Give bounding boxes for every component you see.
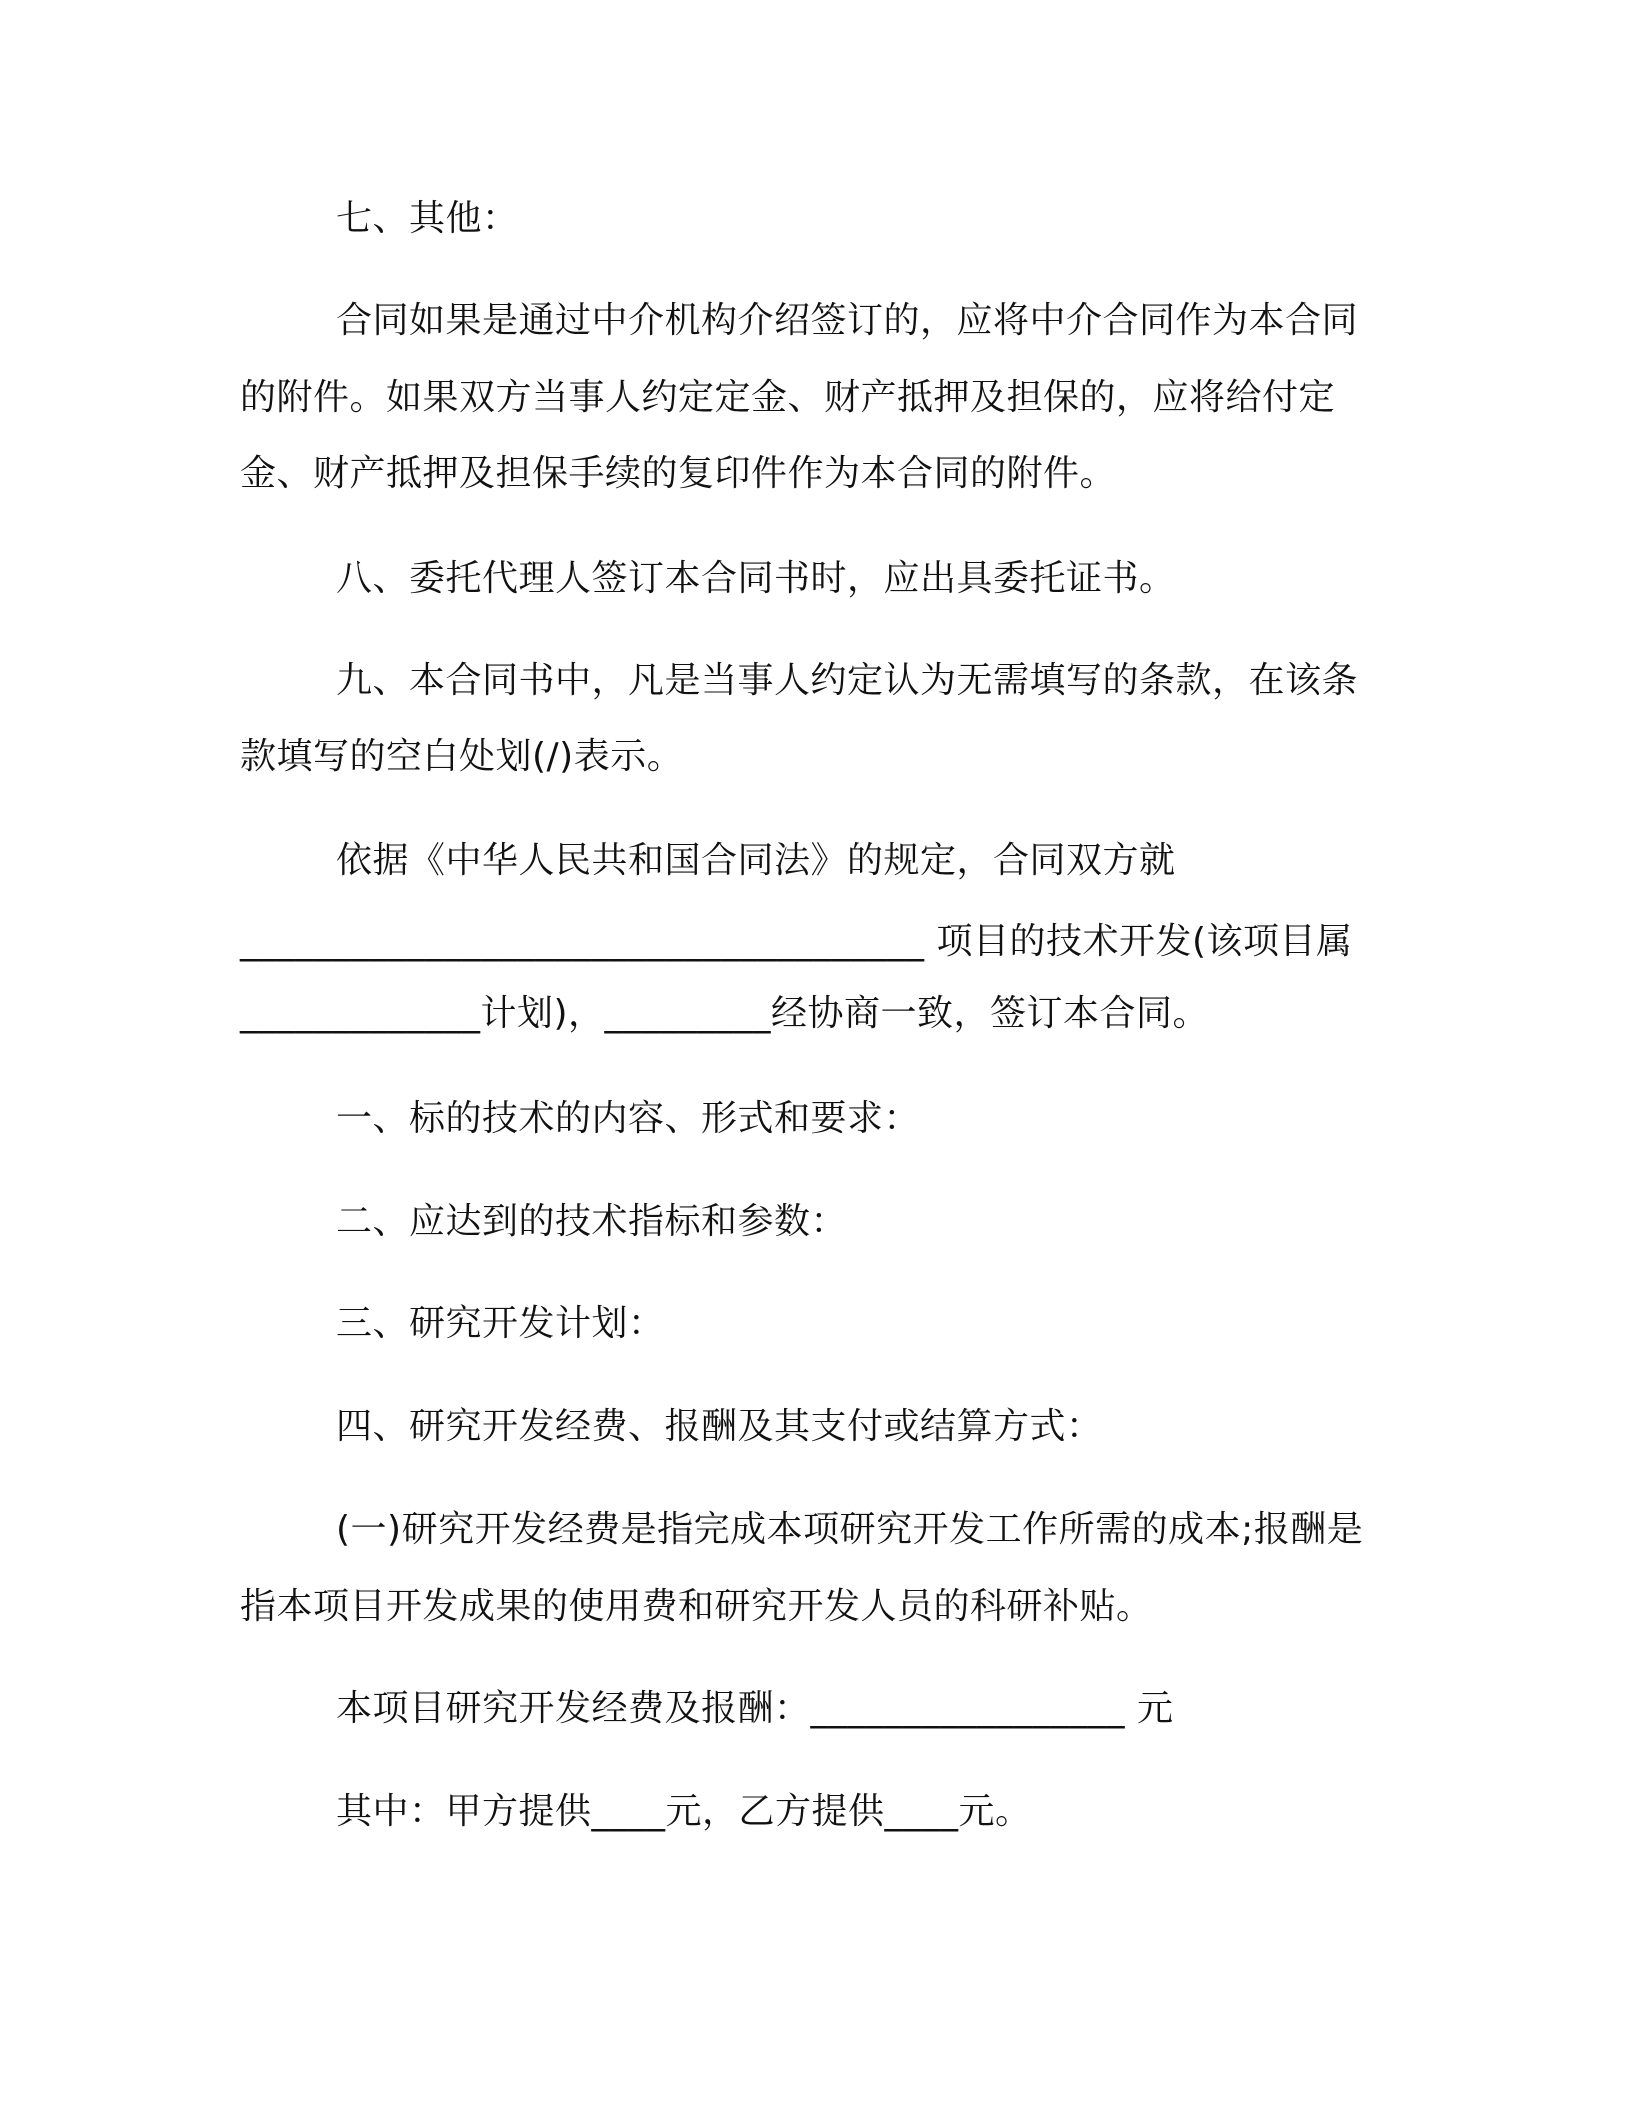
- contract-basis-line-3: _____________计划)，_________经协商一致，签订本合同。: [240, 993, 1210, 1034]
- section-9-text-line-1: 九、本合同书中，凡是当事人约定认为无需填写的条款，在该条: [336, 660, 1359, 701]
- section-7-text-line-3: 金、财产抵押及担保手续的复印件作为本合同的附件。: [240, 453, 1117, 494]
- section-9-text-line-2: 款填写的空白处划(/)表示。: [240, 736, 684, 777]
- section-7-text-line-2: 的附件。如果双方当事人约定定金、财产抵押及担保的，应将给付定: [240, 377, 1336, 418]
- item-2-heading: 二、应达到的技术指标和参数：: [336, 1201, 848, 1242]
- contract-basis-line-2: _____________________________________ 项目的技术开发(该项目属: [240, 921, 1353, 962]
- section-7-heading: 七、其他：: [336, 198, 519, 239]
- item-3-heading: 三、研究开发计划：: [336, 1303, 665, 1344]
- item-4-subitem-1-line-1: (一)研究开发经费是指完成本项研究开发工作所需的成本;报酬是: [336, 1509, 1364, 1550]
- funding-total-line: 本项目研究开发经费及报酬：_________________ 元: [336, 1688, 1174, 1729]
- section-7-text-line-1: 合同如果是通过中介机构介绍签订的，应将中介合同作为本合同: [336, 300, 1359, 341]
- item-1-heading: 一、标的技术的内容、形式和要求：: [336, 1098, 921, 1139]
- item-4-subitem-1-line-2: 指本项目开发成果的使用费和研究开发人员的科研补贴。: [240, 1586, 1153, 1627]
- section-8-text: 八、委托代理人签订本合同书时，应出具委托证书。: [336, 558, 1176, 599]
- contract-basis-line-1: 依据《中华人民共和国合同法》的规定，合同双方就: [336, 840, 1176, 881]
- item-4-heading: 四、研究开发经费、报酬及其支付或结算方式：: [336, 1406, 1103, 1447]
- funding-split-line: 其中：甲方提供____元，乙方提供____元。: [336, 1791, 1032, 1832]
